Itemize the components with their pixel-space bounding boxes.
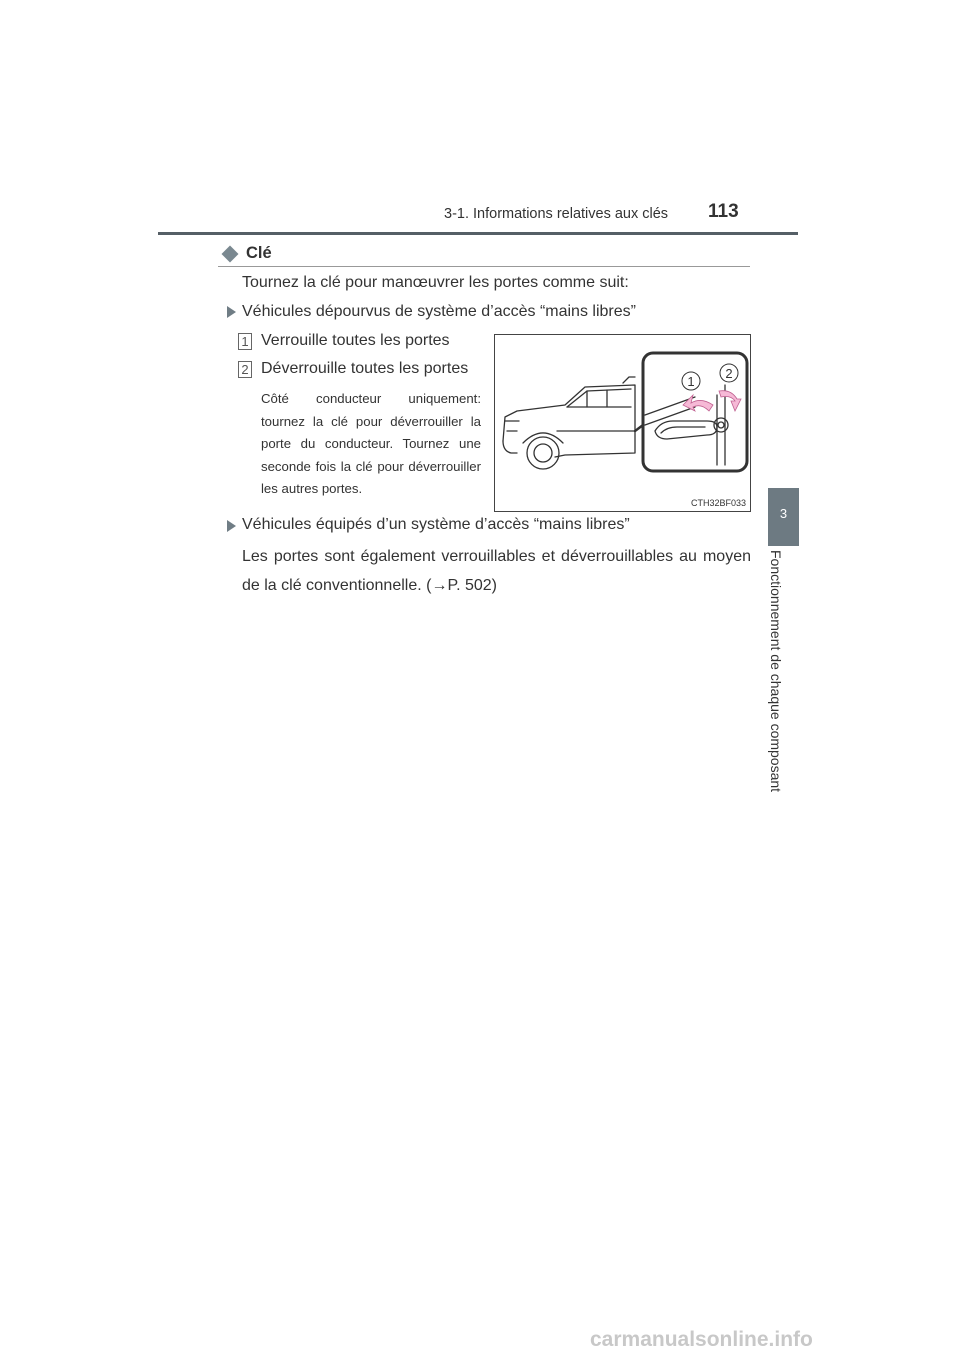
running-header-title: 3-1. Informations relatives aux clés (444, 206, 669, 222)
chapter-tab-number: 3 (779, 506, 788, 521)
callout-1 (682, 372, 700, 390)
section-intro: Tournez la clé pour manœuvrer les portes comme suit: (242, 274, 629, 291)
page-number: 113 (708, 201, 739, 222)
section-heading-text: Clé (246, 244, 272, 262)
case-without-smart-heading: Véhicules dépourvus de système d’accès “mains libres” (242, 303, 636, 320)
watermark: carmanualsonline.info (590, 1328, 813, 1351)
callout-2 (720, 364, 738, 382)
triangle-bullet-icon (227, 306, 236, 318)
case-with-smart-text: Les portes sont également verrouillables et déverrouillables au moyen de la clé conventionnelle. (→P. 502) (242, 548, 751, 594)
step-number-2: 2 (238, 361, 252, 378)
svg-text:1: 1 (687, 374, 695, 389)
key-turn-illustration (494, 334, 751, 512)
step-number-1: 1 (238, 333, 252, 350)
step-label-lock: Verrouille toutes les portes (261, 332, 450, 349)
header-rule (158, 232, 798, 235)
vehicle-door-lock-drawing (495, 335, 750, 511)
figure-code: CTH32BF033 (690, 498, 746, 508)
step-label-unlock: Déverrouille toutes les portes (261, 360, 469, 377)
svg-text:2: 2 (725, 366, 733, 381)
chapter-tab (768, 488, 799, 546)
diamond-icon (222, 245, 239, 262)
driver-side-note: Côté conducteur uniquement: tournez la clé pour déverrouiller la porte du conducteur. Tournez une seconde fois la clé pour déverrouiller les autres portes. (261, 391, 481, 496)
triangle-bullet-icon (227, 520, 236, 532)
section-rule (218, 266, 750, 267)
section-heading (220, 244, 272, 263)
chapter-tab-label: Fonctionnement de chaque composant (768, 550, 784, 793)
case-with-smart-heading: Véhicules équipés d’un système d’accès “mains libres” (242, 516, 630, 533)
